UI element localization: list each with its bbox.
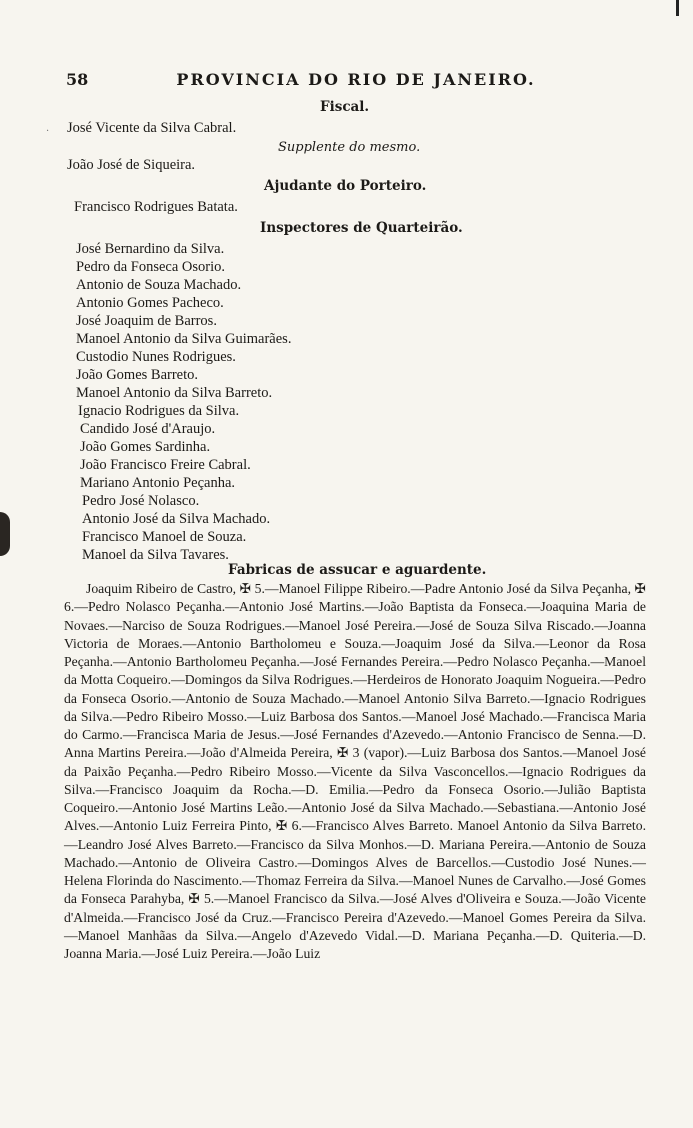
page-number: 58 [66, 70, 89, 89]
list-item: João Francisco Freire Cabral. [80, 457, 251, 473]
section-heading-fiscal: Fiscal. [320, 99, 370, 115]
list-item: Mariano Antonio Peçanha. [80, 475, 236, 491]
list-item: Antonio de Souza Machado. [76, 277, 242, 293]
list-item: José Joaquim de Barros. [76, 313, 217, 329]
list-item: João Gomes Sardinha. [80, 439, 211, 455]
list-item: João Gomes Barreto. [76, 367, 199, 383]
list-item: Custodio Nunes Rodrigues. [76, 349, 236, 365]
list-item: Francisco Manoel de Souza. [82, 529, 247, 545]
list-item: Manoel Antonio da Silva Guimarães. [76, 331, 292, 347]
section-heading-inspectores: Inspectores de Quarteirão. [260, 220, 463, 236]
list-item: Manoel da Silva Tavares. [82, 547, 229, 563]
list-item: Antonio Gomes Pacheco. [76, 295, 224, 311]
list-item: Pedro José Nolasco. [82, 493, 200, 509]
section-heading-fabricas: Fabricas de assucar e aguardente. [228, 562, 487, 578]
binding-edge-mark [0, 512, 10, 556]
list-item: Manoel Antonio da Silva Barreto. [76, 385, 273, 401]
page-corner-mark [676, 0, 679, 16]
fabricas-paragraph: Joaquim Ribeiro de Castro, ✠ 5.—Manoel Filippe Ribeiro.—Padre Antonio José da Silva Peçanha, ✠ 6.—Pedro Nolasco Peçanha.—Antonio José Martins.—João Baptista da Fonseca.—Joaquina Maria de Novaes.—Narciso de Souza Rodrigues.—Manoel José Pereira.—José de Souza Silva Riscado.—Joanna Victoria de Moraes.—Antonio Bartholomeu e Souza.—Joaquim José da Silva.—Leonor da Rosa Peçanha.—Antonio Bartholomeu Peçanha.—José Fernandes Pereira.—Pedro Nolasco Peçanha.—Manoel da Motta Coqueiro.—Domingos da Silva Rodrigues.—Herdeiros de Honorato Joaquim Nogueira.—Pedro da Fonseca Osorio.—Antonio de Souza Machado.—Manoel Antonio Silva Barreto.—Ignacio Rodrigues da Silva.—Pedro Ribeiro Mosso.—Luiz Barbosa dos Santos.—Manoel José Machado.—Francisca Maria do Carmo.—Francisca Maria de Jesus.—José Fernandes d'Azevedo.—Antonio Francisco de Senna.—D. Anna Martins Pereira.—João d'Almeida Pereira, ✠ 3 (vapor).—Luiz Barbosa dos Santos.—Manoel José da Paixão Peçanha.—Pedro Ribeiro Mosso.—Vicente da Silva Vasconcellos.—Ignacio Rodrigues da Silva.—Francisco Joaquim da Rocha.—D. Emilia.—Pedro da Fonseca Osorio.—Julião Baptista Coqueiro.—Antonio José Martins Leão.—Antonio José da Silva Machado.—Sebastiana.—Antonio José Alves.—Antonio Luiz Ferreira Pinto, ✠ 6.—Francisco Alves Barreto. Manoel Antonio da Silva Barreto.—Leandro José Alves Barreto.—Francisco da Silva Monhos.—D. Mariana Pereira.—Antonio de Souza Machado.—Antonio de Oliveira Castro.—Domingos Alves de Barcellos.—Custodio José Nunes.—Helena Florinda do Nascimento.—Thomaz Ferreira da Silva.—Manoel Nunes de Carvalho.—José Gomes da Fonseca Parahyba, ✠ 5.—Manoel Francisco da Silva.—José Alves d'Oliveira e Souza.—João Vicente d'Almeida.—Francisco José da Cruz.—Francisco Pereira d'Azevedo.—Manoel Gomes Pereira da Silva.—Manoel Manhãas da Silva.—Angelo d'Azevedo Vidal.—D. Mariana Peçanha.—D. Quiteria.—D. Joanna Maria.—José Luiz Pereira.—João Luiz [64, 581, 646, 961]
fiscal-name: José Vicente da Silva Cabral. [67, 120, 237, 136]
list-item: José Bernardino da Silva. [76, 241, 225, 257]
supplement-note: Supplente do mesmo. [278, 140, 421, 155]
page-header [66, 70, 646, 94]
supplement-name: João José de Siqueira. [67, 157, 196, 173]
list-item: Ignacio Rodrigues da Silva. [78, 403, 240, 419]
list-item: Pedro da Fonseca Osorio. [76, 259, 226, 275]
ajudante-name: Francisco Rodrigues Batata. [74, 199, 238, 215]
section-heading-ajudante: Ajudante do Porteiro. [264, 178, 427, 194]
margin-speck: · [46, 126, 50, 137]
list-item: Antonio José da Silva Machado. [82, 511, 271, 527]
list-item: Candido José d'Araujo. [80, 421, 216, 437]
running-title: PROVINCIA DO RIO DE JANEIRO. [176, 70, 536, 89]
